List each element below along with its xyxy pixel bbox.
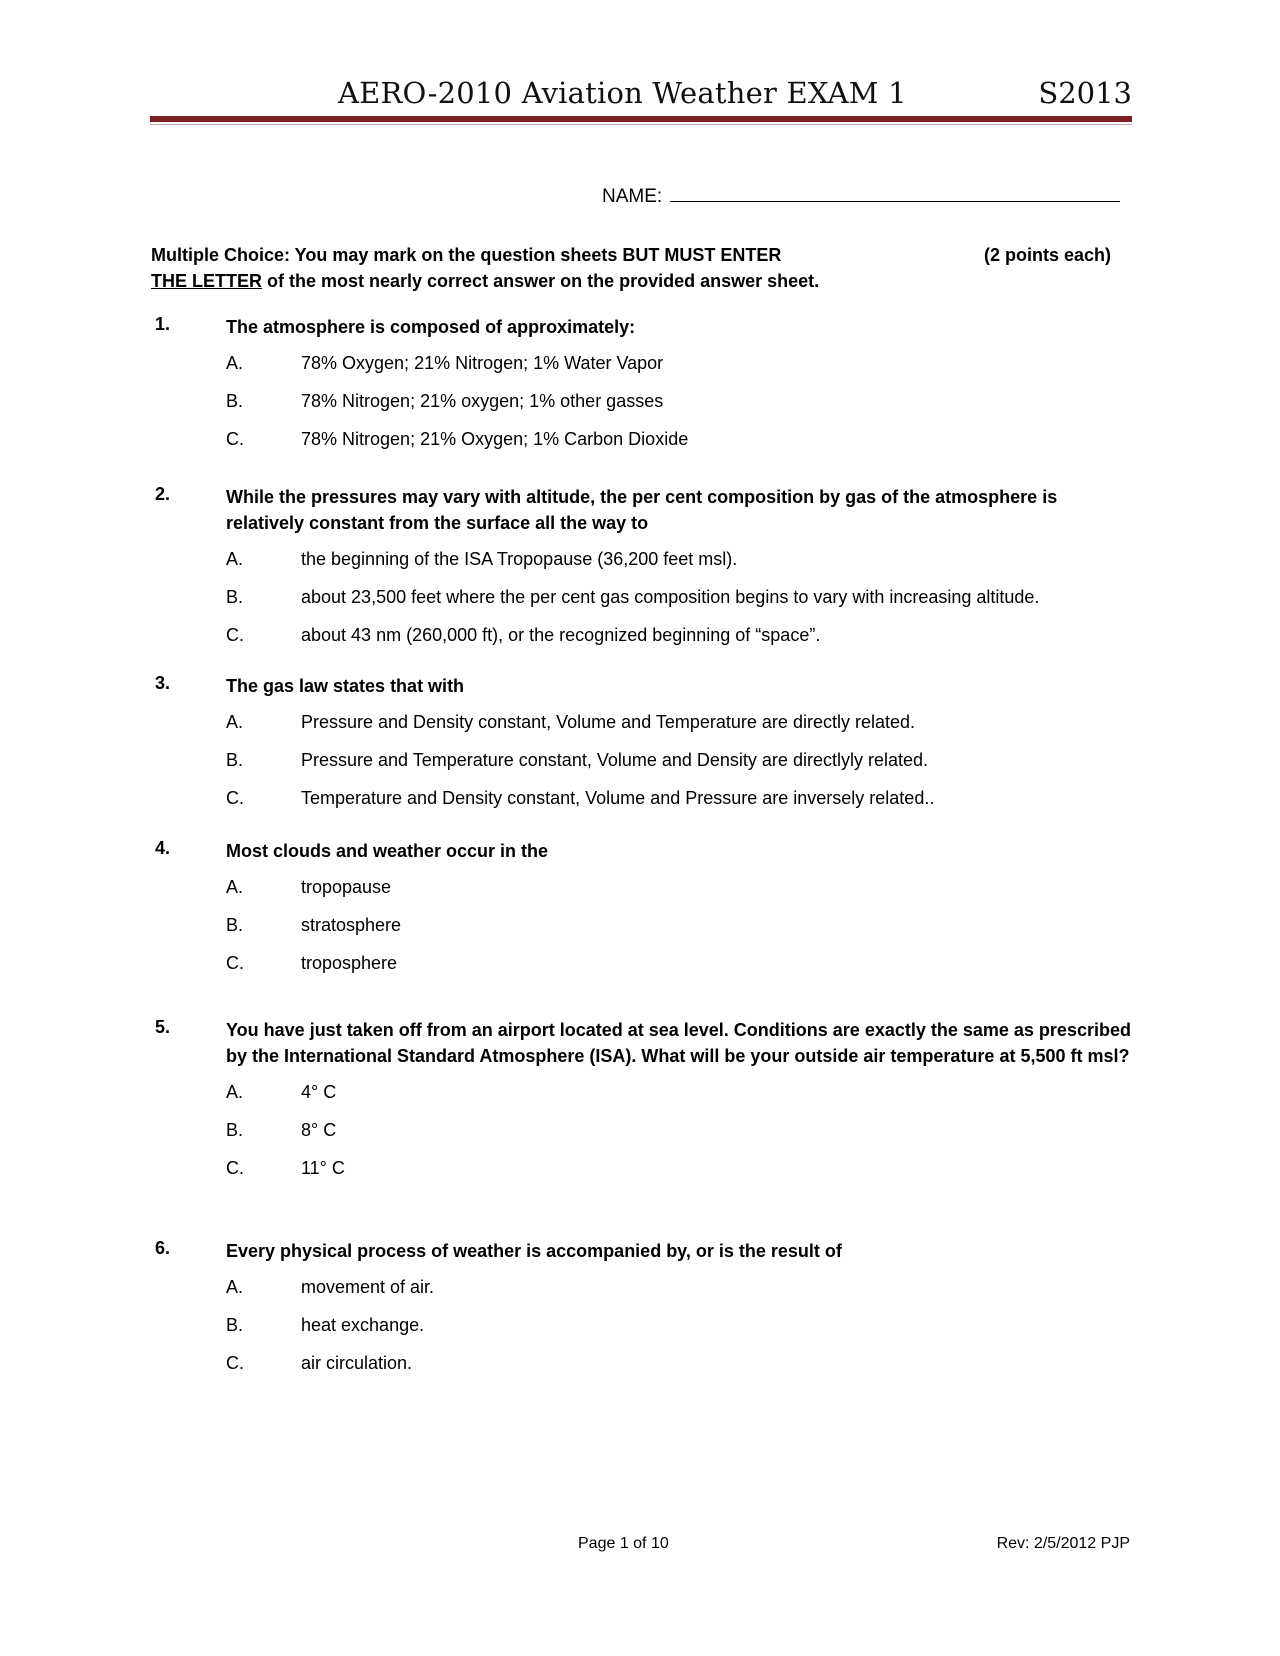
option-letter: A. <box>226 877 244 897</box>
option-c <box>151 940 1136 978</box>
option-c <box>151 416 1136 454</box>
option-letter: C. <box>226 429 244 449</box>
option-text: Pressure and Density constant, Volume and Temperature are directly related. <box>301 712 915 732</box>
question-number: 4. <box>155 838 171 858</box>
option-text: Pressure and Temperature constant, Volume and Density are directlyly related. <box>301 750 928 770</box>
option-text: about 43 nm (260,000 ft), or the recognized beginning of “space”. <box>301 625 821 645</box>
option-letter: B. <box>226 750 244 770</box>
option-letter: C. <box>226 1158 244 1178</box>
instructions <box>151 242 1111 294</box>
option-a <box>151 340 1136 378</box>
question-text: You have just taken off from an airport located at sea level. Conditions are exactly the same as prescribed by the International Standard Atmosphere (ISA). What will be your outside air temperature at 5,500 ft msl? <box>226 1020 1131 1066</box>
instructions-line-2-rest: of the most nearly correct answer on the provided answer sheet. <box>262 271 820 291</box>
option-text: 8° C <box>301 1120 337 1140</box>
option-b <box>151 378 1136 416</box>
term-code: S2013 <box>1038 76 1132 110</box>
option-b <box>151 1107 1136 1145</box>
option-text: tropopause <box>301 877 392 897</box>
instructions-line-1: Multiple Choice: You may mark on the question sheets BUT MUST ENTER <box>151 245 782 265</box>
option-a <box>151 1264 1136 1302</box>
option-text: the beginning of the ISA Tropopause (36,200 feet msl). <box>301 549 738 569</box>
option-letter: C. <box>226 625 244 645</box>
header-rule <box>150 116 1132 122</box>
option-a <box>151 536 1136 574</box>
name-field-row <box>602 183 1120 208</box>
exam-title: AERO-2010 Aviation Weather EXAM 1 <box>338 76 907 110</box>
question-4 <box>151 838 1136 978</box>
option-letter: A. <box>226 353 244 373</box>
option-c <box>151 612 1136 650</box>
option-text: air circulation. <box>301 1353 413 1373</box>
question-2 <box>151 484 1136 650</box>
option-text: 78% Nitrogen; 21% oxygen; 1% other gasses <box>301 391 664 411</box>
question-3 <box>151 673 1136 813</box>
option-a <box>151 699 1136 737</box>
option-a <box>151 1069 1136 1107</box>
question-number: 6. <box>155 1238 171 1258</box>
points-note: (2 points each) <box>983 245 1111 265</box>
option-c <box>151 775 1136 813</box>
option-letter: A. <box>226 1082 244 1102</box>
question-number: 2. <box>155 484 171 504</box>
question-number: 1. <box>155 314 171 334</box>
option-text: about 23,500 feet where the per cent gas composition begins to vary with increasing altitude. <box>301 587 1040 607</box>
option-b <box>151 902 1136 940</box>
option-text: stratosphere <box>301 915 402 935</box>
question-text: Most clouds and weather occur in the <box>226 841 549 861</box>
option-text: movement of air. <box>301 1277 435 1297</box>
option-text: 4° C <box>301 1082 337 1102</box>
option-text: Temperature and Density constant, Volume and Pressure are inversely related.. <box>301 788 935 808</box>
name-blank-line[interactable] <box>670 183 1120 202</box>
option-text: 78% Nitrogen; 21% Oxygen; 1% Carbon Dioxide <box>301 429 689 449</box>
option-letter: A. <box>226 1277 244 1297</box>
option-a <box>151 864 1136 902</box>
option-c <box>151 1145 1136 1183</box>
header-rule-shadow <box>150 124 1132 125</box>
option-letter: C. <box>226 788 244 808</box>
option-letter: A. <box>226 549 244 569</box>
option-b <box>151 1302 1136 1340</box>
option-letter: B. <box>226 1120 244 1140</box>
question-text: While the pressures may vary with altitude, the per cent composition by gas of the atmosphere is relatively constant from the surface all the way to <box>226 487 1058 533</box>
question-text: The atmosphere is composed of approximately: <box>226 317 636 337</box>
instructions-line-2 <box>151 268 1111 294</box>
instructions-underlined: THE LETTER <box>151 271 262 291</box>
option-letter: B. <box>226 915 244 935</box>
option-letter: C. <box>226 1353 244 1373</box>
option-text: troposphere <box>301 953 398 973</box>
option-letter: B. <box>226 587 244 607</box>
option-letter: A. <box>226 712 244 732</box>
option-c <box>151 1340 1136 1378</box>
question-text: Every physical process of weather is accompanied by, or is the result of <box>226 1241 842 1261</box>
option-letter: C. <box>226 953 244 973</box>
question-number: 5. <box>155 1017 171 1037</box>
question-1 <box>151 314 1136 454</box>
revision-note: Rev: 2/5/2012 PJP <box>996 1535 1130 1552</box>
question-number: 3. <box>155 673 171 693</box>
option-text: 78% Oxygen; 21% Nitrogen; 1% Water Vapor <box>301 353 664 373</box>
option-b <box>151 737 1136 775</box>
option-text: heat exchange. <box>301 1315 425 1335</box>
name-label: NAME: <box>602 186 663 207</box>
option-text: 11° C <box>301 1158 345 1178</box>
option-letter: B. <box>226 391 244 411</box>
page-number: Page 1 of 10 <box>578 1535 669 1552</box>
question-text: The gas law states that with <box>226 676 465 696</box>
question-6 <box>151 1238 1136 1378</box>
option-letter: B. <box>226 1315 244 1335</box>
option-b <box>151 574 1136 612</box>
question-5 <box>151 1017 1136 1183</box>
